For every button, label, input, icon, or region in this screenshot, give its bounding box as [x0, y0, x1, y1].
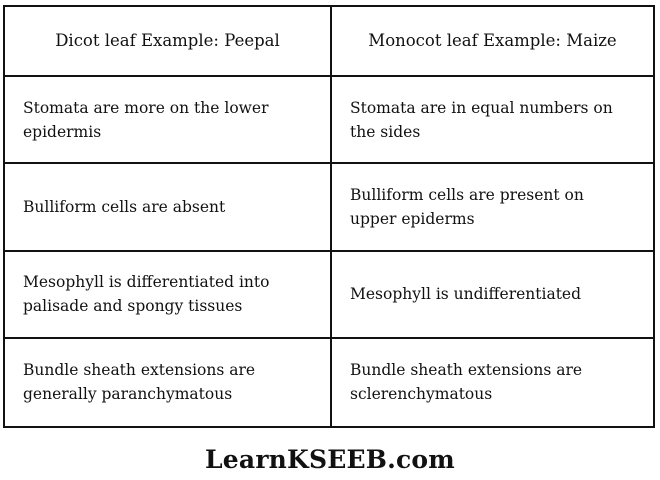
cell-monocot-bulliform: Bulliform cells are present on upper epiderms: [332, 164, 653, 251]
cell-dicot-bulliform: Bulliform cells are absent: [5, 164, 332, 251]
cell-monocot-bundle-sheath: Bundle sheath extensions are sclerenchymatous: [350, 361, 583, 404]
header-monocot: Monocot leaf Example: Maize: [332, 7, 653, 77]
header-dicot: Dicot leaf Example: Peepal: [5, 7, 332, 77]
cell-dicot-mesophyll: Mesophyll is differentiated into palisade and spongy tissues: [5, 252, 332, 339]
site-watermark: LearnKSEEB.com: [205, 445, 455, 474]
comparison-table: [3, 5, 655, 428]
cell-monocot-mesophyll: Mesophyll is undifferentiated: [332, 252, 653, 339]
cell-monocot-stomata: Stomata are in equal numbers on the sides: [332, 77, 653, 164]
cell-dicot-stomata: Stomata are more on the lower epidermis: [5, 77, 332, 164]
cell-dicot-bundle-sheath: Bundle sheath extensions are generally paranchymatous: [5, 339, 332, 426]
